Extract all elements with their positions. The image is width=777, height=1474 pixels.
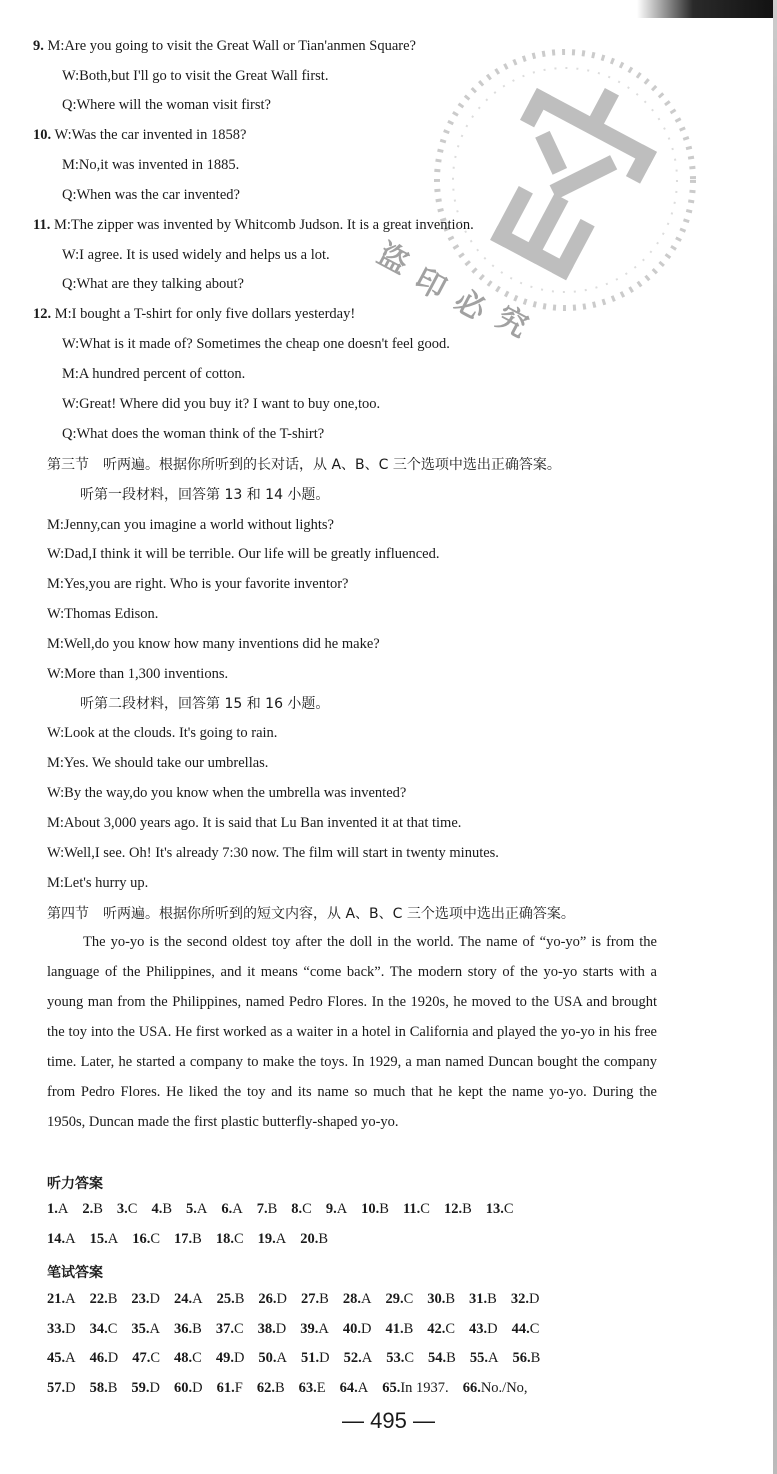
- answer-number: 64.: [339, 1380, 358, 1396]
- answer-number: 7.: [256, 1201, 268, 1217]
- answer-number: 25.: [216, 1291, 235, 1307]
- answer-number: 62.: [256, 1380, 275, 1396]
- answer-item: [90, 1380, 118, 1397]
- dialogue-9-line-2: W:Both,but I'll go to visit the Great Wall first.: [62, 68, 329, 84]
- answer-value: D: [65, 1321, 76, 1337]
- material-2-line: W:Well,I see. Oh! It's already 7:30 now. The film will start in twenty minutes.: [47, 845, 499, 861]
- answer-value: B: [192, 1231, 202, 1247]
- scan-page-edge: [773, 0, 777, 1474]
- answer-item: [132, 1350, 160, 1367]
- section-3-heading: 第三节 听两遍。根据你所听到的长对话，从 A、B、C 三个选项中选出正确答案。: [47, 457, 561, 473]
- passage-text: The yo-yo is the second oldest toy after the doll in the world. The name of “yo-yo” is from the language of the Philippines, and it means “come back”. The modern story of the yo-yo starts with a young man from the Philippines, named Pedro Flores. In the 1920s, he moved to the USA and brought the toy into the USA. He first worked as a waiter in a hotel in California and played the yo-yo in his free time. Later, he started a company to make the toys. In 1929, a man named Duncan bought the company from Pedro Flores. He liked the toy and its name so much that he kept the name yo-yo. During the 1950s, Duncan made the first plastic butterfly-shaped yo-yo.: [47, 934, 657, 1130]
- answer-number: 33.: [47, 1321, 66, 1337]
- material-1-heading: 听第一段材料，回答第 13 和 14 小题。: [80, 487, 330, 503]
- answer-item: [151, 1201, 172, 1218]
- stamp-char-2: 印: [408, 261, 452, 307]
- question-number: 9.: [33, 38, 44, 54]
- answer-item: [344, 1350, 373, 1367]
- answer-item: [469, 1321, 498, 1338]
- answer-number: 36.: [174, 1321, 193, 1337]
- answer-item: [221, 1201, 242, 1218]
- answer-value: A: [65, 1291, 76, 1307]
- answer-number: 39.: [300, 1321, 319, 1337]
- answer-number: 40.: [342, 1321, 361, 1337]
- dialogue-line: M:The zipper was invented by Whitcomb Judson. It is a great invention.: [53, 217, 474, 233]
- answer-number: 12.: [443, 1201, 463, 1217]
- answer-value: D: [275, 1321, 287, 1337]
- answer-number: 63.: [298, 1380, 317, 1396]
- answer-item: [47, 1231, 76, 1248]
- answer-value: B: [318, 1231, 329, 1247]
- answer-number: 51.: [301, 1350, 320, 1366]
- answer-value: B: [319, 1291, 329, 1307]
- dialogue-12-question: Q:What does the woman think of the T-shirt?: [62, 426, 325, 442]
- answer-number: 4.: [151, 1201, 163, 1217]
- answer-value: D: [149, 1291, 161, 1307]
- answer-value: C: [150, 1350, 161, 1366]
- yo-yo-passage: [47, 927, 657, 1137]
- answer-number: 41.: [385, 1321, 404, 1337]
- answer-item: [511, 1291, 540, 1308]
- answer-value: A: [318, 1321, 329, 1337]
- answer-number: 30.: [427, 1291, 446, 1307]
- material-2-line: W:By the way,do you know when the umbrella was invented?: [47, 785, 407, 801]
- answer-value: A: [196, 1201, 208, 1217]
- stamp-char-3: 必: [448, 283, 492, 329]
- answer-value: C: [107, 1321, 118, 1337]
- answer-number: 11.: [402, 1201, 421, 1217]
- answer-number: 28.: [342, 1291, 361, 1307]
- answer-number: 59.: [131, 1380, 150, 1396]
- answer-number: 57.: [47, 1380, 66, 1396]
- answer-item: [486, 1201, 514, 1218]
- listening-answers-row-2: [47, 1231, 667, 1248]
- answer-value: A: [57, 1201, 69, 1217]
- answer-item: [117, 1201, 138, 1218]
- answer-value: B: [267, 1201, 278, 1217]
- answer-item: [47, 1291, 76, 1308]
- answer-value: E: [316, 1380, 326, 1396]
- answer-value: C: [192, 1350, 202, 1366]
- answer-item: [427, 1291, 455, 1308]
- answer-item: [301, 1350, 330, 1367]
- answer-number: 14.: [47, 1231, 66, 1247]
- answer-item: [403, 1201, 430, 1218]
- answer-item: [174, 1291, 203, 1308]
- answer-item: [258, 1231, 287, 1248]
- answer-number: 17.: [174, 1231, 193, 1247]
- answer-item: [174, 1321, 202, 1338]
- answer-number: 42.: [427, 1321, 446, 1337]
- answer-number: 49.: [215, 1350, 234, 1366]
- material-2-line: M:About 3,000 years ago. It is said that Lu Ban invented it at that time.: [47, 815, 462, 831]
- answer-item: [300, 1231, 328, 1248]
- answer-value: D: [360, 1321, 372, 1337]
- answer-item: [90, 1291, 118, 1308]
- answer-value: A: [336, 1201, 348, 1217]
- answer-item: [291, 1201, 312, 1218]
- material-2-line: W:Look at the clouds. It's going to rain.: [47, 725, 278, 741]
- answer-value: D: [149, 1380, 161, 1396]
- dialogue-11-line-1: [33, 215, 474, 235]
- answer-number: 24.: [174, 1291, 193, 1307]
- written-answers-row-1: [47, 1291, 667, 1308]
- dialogue-12-line-3: M:A hundred percent of cotton.: [62, 366, 246, 382]
- answer-number: 58.: [89, 1380, 108, 1396]
- answer-value: B: [192, 1321, 202, 1337]
- answer-number: 35.: [131, 1321, 150, 1337]
- listening-answers-heading: 听力答案: [47, 1176, 103, 1192]
- answer-item: [131, 1380, 160, 1397]
- answer-value: C: [529, 1321, 540, 1337]
- answer-item: [326, 1201, 347, 1218]
- answer-number: 31.: [469, 1291, 488, 1307]
- answer-number: 3.: [116, 1201, 128, 1217]
- material-1-line: M:Jenny,can you imagine a world without lights?: [47, 517, 334, 533]
- answer-item: [301, 1291, 329, 1308]
- answer-number: 60.: [174, 1380, 193, 1396]
- answer-value: No./No,: [480, 1380, 528, 1396]
- answer-number: 9.: [325, 1201, 337, 1217]
- answer-item: [361, 1201, 389, 1218]
- material-1-line: M:Well,do you know how many inventions did he make?: [47, 636, 380, 652]
- material-1-line: W:More than 1,300 inventions.: [47, 666, 229, 682]
- answer-item: [82, 1201, 103, 1218]
- answer-number: 48.: [174, 1350, 193, 1366]
- material-2-line: M:Let's hurry up.: [47, 875, 149, 891]
- answer-item: [90, 1350, 119, 1367]
- question-number: 10.: [33, 127, 52, 143]
- answer-item: [47, 1201, 68, 1218]
- answer-number: 21.: [47, 1291, 66, 1307]
- answer-item: [216, 1321, 244, 1338]
- answer-value: B: [162, 1201, 172, 1217]
- answer-item: [385, 1321, 413, 1338]
- answer-value: B: [445, 1291, 456, 1307]
- dialogue-11-question: Q:What are they talking about?: [62, 276, 244, 292]
- answer-item: [343, 1291, 372, 1308]
- answer-number: 65.: [382, 1380, 401, 1396]
- answer-value: B: [274, 1380, 285, 1396]
- answer-value: D: [233, 1350, 245, 1366]
- dialogue-line: M:Are you going to visit the Great Wall or Tian'anmen Square?: [47, 38, 416, 54]
- material-2-heading: 听第二段材料，回答第 15 和 16 小题。: [80, 696, 330, 712]
- answer-value: C: [127, 1201, 138, 1217]
- dialogue-line: W:Was the car invented in 1858?: [54, 127, 247, 143]
- answer-item: [257, 1201, 278, 1218]
- answer-item: [216, 1231, 244, 1248]
- answer-item: [427, 1321, 455, 1338]
- answer-number: 66.: [462, 1380, 481, 1396]
- answer-number: 26.: [258, 1291, 277, 1307]
- answer-item: [217, 1380, 243, 1397]
- dialogue-12-line-4: W:Great! Where did you buy it? I want to buy one,too.: [62, 396, 381, 412]
- answer-item: [90, 1321, 118, 1338]
- answer-number: 8.: [291, 1201, 303, 1217]
- answer-value: B: [446, 1350, 456, 1366]
- answer-value: D: [319, 1350, 330, 1366]
- dialogue-12-line-1: [33, 304, 355, 324]
- answer-value: A: [149, 1321, 161, 1337]
- answer-number: 16.: [132, 1231, 151, 1247]
- answer-number: 53.: [386, 1350, 405, 1366]
- answer-number: 1.: [47, 1201, 58, 1217]
- answer-number: 20.: [300, 1231, 319, 1247]
- listening-answers-row-1: [47, 1201, 667, 1218]
- answer-value: In 1937.: [400, 1380, 449, 1396]
- answer-value: B: [403, 1321, 414, 1337]
- answer-number: 29.: [385, 1291, 404, 1307]
- written-answers-heading: 笔试答案: [47, 1265, 103, 1281]
- answer-number: 27.: [301, 1291, 320, 1307]
- answer-item: [300, 1321, 329, 1338]
- scan-dark-corner: [637, 0, 777, 18]
- answer-value: A: [275, 1231, 287, 1247]
- answer-value: D: [107, 1350, 119, 1366]
- answer-item: [470, 1350, 499, 1367]
- answer-item: [47, 1321, 76, 1338]
- answer-number: 13.: [485, 1201, 504, 1217]
- material-1-line: W:Thomas Edison.: [47, 606, 159, 622]
- answer-value: C: [503, 1201, 514, 1217]
- answer-number: 15.: [89, 1231, 108, 1247]
- section-4-heading: 第四节 听两遍。根据你所听到的短文内容，从 A、B、C 三个选项中选出正确答案。: [47, 906, 575, 922]
- answer-value: C: [403, 1291, 414, 1307]
- written-answers-row-2: [47, 1321, 667, 1338]
- answer-number: 32.: [510, 1291, 529, 1307]
- answer-value: C: [445, 1321, 456, 1337]
- answer-number: 19.: [257, 1231, 276, 1247]
- answer-value: C: [420, 1201, 430, 1217]
- answer-number: 61.: [216, 1380, 235, 1396]
- page-number: — 495 —: [342, 1408, 435, 1433]
- material-1-line: M:Yes,you are right. Who is your favorite inventor?: [47, 576, 349, 592]
- answer-value: A: [192, 1291, 203, 1307]
- answer-number: 34.: [89, 1321, 108, 1337]
- written-answers-row-4: [47, 1380, 667, 1397]
- answer-number: 38.: [257, 1321, 276, 1337]
- answer-item: [132, 1231, 160, 1248]
- answer-number: 55.: [469, 1350, 488, 1366]
- answer-item: [512, 1350, 540, 1367]
- answer-item: [385, 1291, 413, 1308]
- answer-number: 23.: [131, 1291, 150, 1307]
- answer-value: D: [192, 1380, 203, 1396]
- dialogue-9-line-1: [33, 36, 416, 56]
- answer-value: C: [404, 1350, 415, 1366]
- answer-number: 44.: [511, 1321, 530, 1337]
- answer-item: [217, 1291, 245, 1308]
- answer-value: C: [302, 1201, 312, 1217]
- answer-item: [174, 1350, 202, 1367]
- answer-item: [131, 1321, 160, 1338]
- answer-item: [174, 1380, 203, 1397]
- answer-value: A: [361, 1350, 373, 1366]
- anti-piracy-seal-watermark: [371, 40, 705, 345]
- answer-item: [463, 1380, 528, 1397]
- answer-item: [469, 1291, 497, 1308]
- question-number: 12.: [33, 306, 52, 322]
- answer-item: [444, 1201, 472, 1218]
- answer-item: [340, 1380, 369, 1397]
- answer-item: [258, 1350, 287, 1367]
- answer-number: 37.: [215, 1321, 234, 1337]
- answer-value: A: [65, 1350, 76, 1366]
- answer-value: B: [487, 1291, 497, 1307]
- answer-value: A: [360, 1291, 372, 1307]
- answer-item: [258, 1321, 287, 1338]
- dialogue-12-line-2: W:What is it made of? Sometimes the cheap one doesn't feel good.: [62, 336, 450, 352]
- answer-value: A: [65, 1231, 76, 1247]
- answer-item: [257, 1380, 285, 1397]
- answer-item: [343, 1321, 372, 1338]
- stamp-char-1: 盗: [371, 236, 415, 282]
- dialogue-10-line-2: M:No,it was invented in 1885.: [62, 157, 240, 173]
- answer-value: A: [487, 1350, 499, 1366]
- dialogue-10-line-1: [33, 125, 246, 145]
- answer-value: C: [233, 1321, 244, 1337]
- answer-number: 50.: [258, 1350, 277, 1366]
- answer-item: [386, 1350, 414, 1367]
- answer-value: C: [150, 1231, 161, 1247]
- answer-item: [47, 1380, 76, 1397]
- answer-value: D: [528, 1291, 540, 1307]
- answer-value: A: [107, 1231, 119, 1247]
- question-number: 11.: [33, 217, 51, 233]
- answer-number: 10.: [361, 1201, 380, 1217]
- answer-item: [216, 1350, 245, 1367]
- answer-value: B: [93, 1201, 103, 1217]
- answer-item: [382, 1380, 448, 1397]
- answer-number: 47.: [132, 1350, 151, 1366]
- written-answers-row-3: [47, 1350, 667, 1367]
- answer-number: 52.: [343, 1350, 362, 1366]
- answer-number: 2.: [82, 1201, 94, 1217]
- answer-number: 6.: [221, 1201, 233, 1217]
- answer-value: B: [530, 1350, 541, 1366]
- answer-number: 43.: [469, 1321, 488, 1337]
- stamp-char-4: 究: [490, 299, 534, 345]
- answer-item: [47, 1350, 76, 1367]
- answer-value: B: [107, 1380, 118, 1396]
- dialogue-line: M:I bought a T-shirt for only five dollars yesterday!: [54, 306, 356, 322]
- answer-number: 45.: [47, 1350, 66, 1366]
- answer-item: [174, 1231, 202, 1248]
- answer-number: 46.: [89, 1350, 108, 1366]
- dialogue-10-question: Q:When was the car invented?: [62, 187, 240, 203]
- answer-value: B: [379, 1201, 389, 1217]
- answer-value: D: [487, 1321, 498, 1337]
- answer-item: [258, 1291, 287, 1308]
- answer-value: F: [234, 1380, 243, 1396]
- answer-value: C: [233, 1231, 244, 1247]
- answer-number: 18.: [215, 1231, 234, 1247]
- answer-item: [131, 1291, 160, 1308]
- answer-value: D: [276, 1291, 288, 1307]
- answer-value: A: [276, 1350, 288, 1366]
- answer-item: [186, 1201, 207, 1218]
- answer-item: [428, 1350, 456, 1367]
- answer-value: D: [65, 1380, 76, 1396]
- answer-number: 5.: [186, 1201, 197, 1217]
- answer-value: B: [107, 1291, 118, 1307]
- dialogue-11-line-2: W:I agree. It is used widely and helps us a lot.: [62, 247, 330, 263]
- material-1-line: W:Dad,I think it will be terrible. Our life will be greatly influenced.: [47, 546, 440, 562]
- answer-value: A: [232, 1201, 243, 1217]
- answer-value: B: [462, 1201, 472, 1217]
- answer-item: [90, 1231, 119, 1248]
- answer-item: [299, 1380, 326, 1397]
- answer-value: A: [357, 1380, 369, 1396]
- answer-number: 56.: [512, 1350, 531, 1366]
- dialogue-9-question: Q:Where will the woman visit first?: [62, 97, 271, 113]
- answer-item: [512, 1321, 540, 1338]
- material-2-line: M:Yes. We should take our umbrellas.: [47, 755, 269, 771]
- answer-value: B: [234, 1291, 245, 1307]
- answer-number: 22.: [89, 1291, 108, 1307]
- answer-number: 54.: [428, 1350, 447, 1366]
